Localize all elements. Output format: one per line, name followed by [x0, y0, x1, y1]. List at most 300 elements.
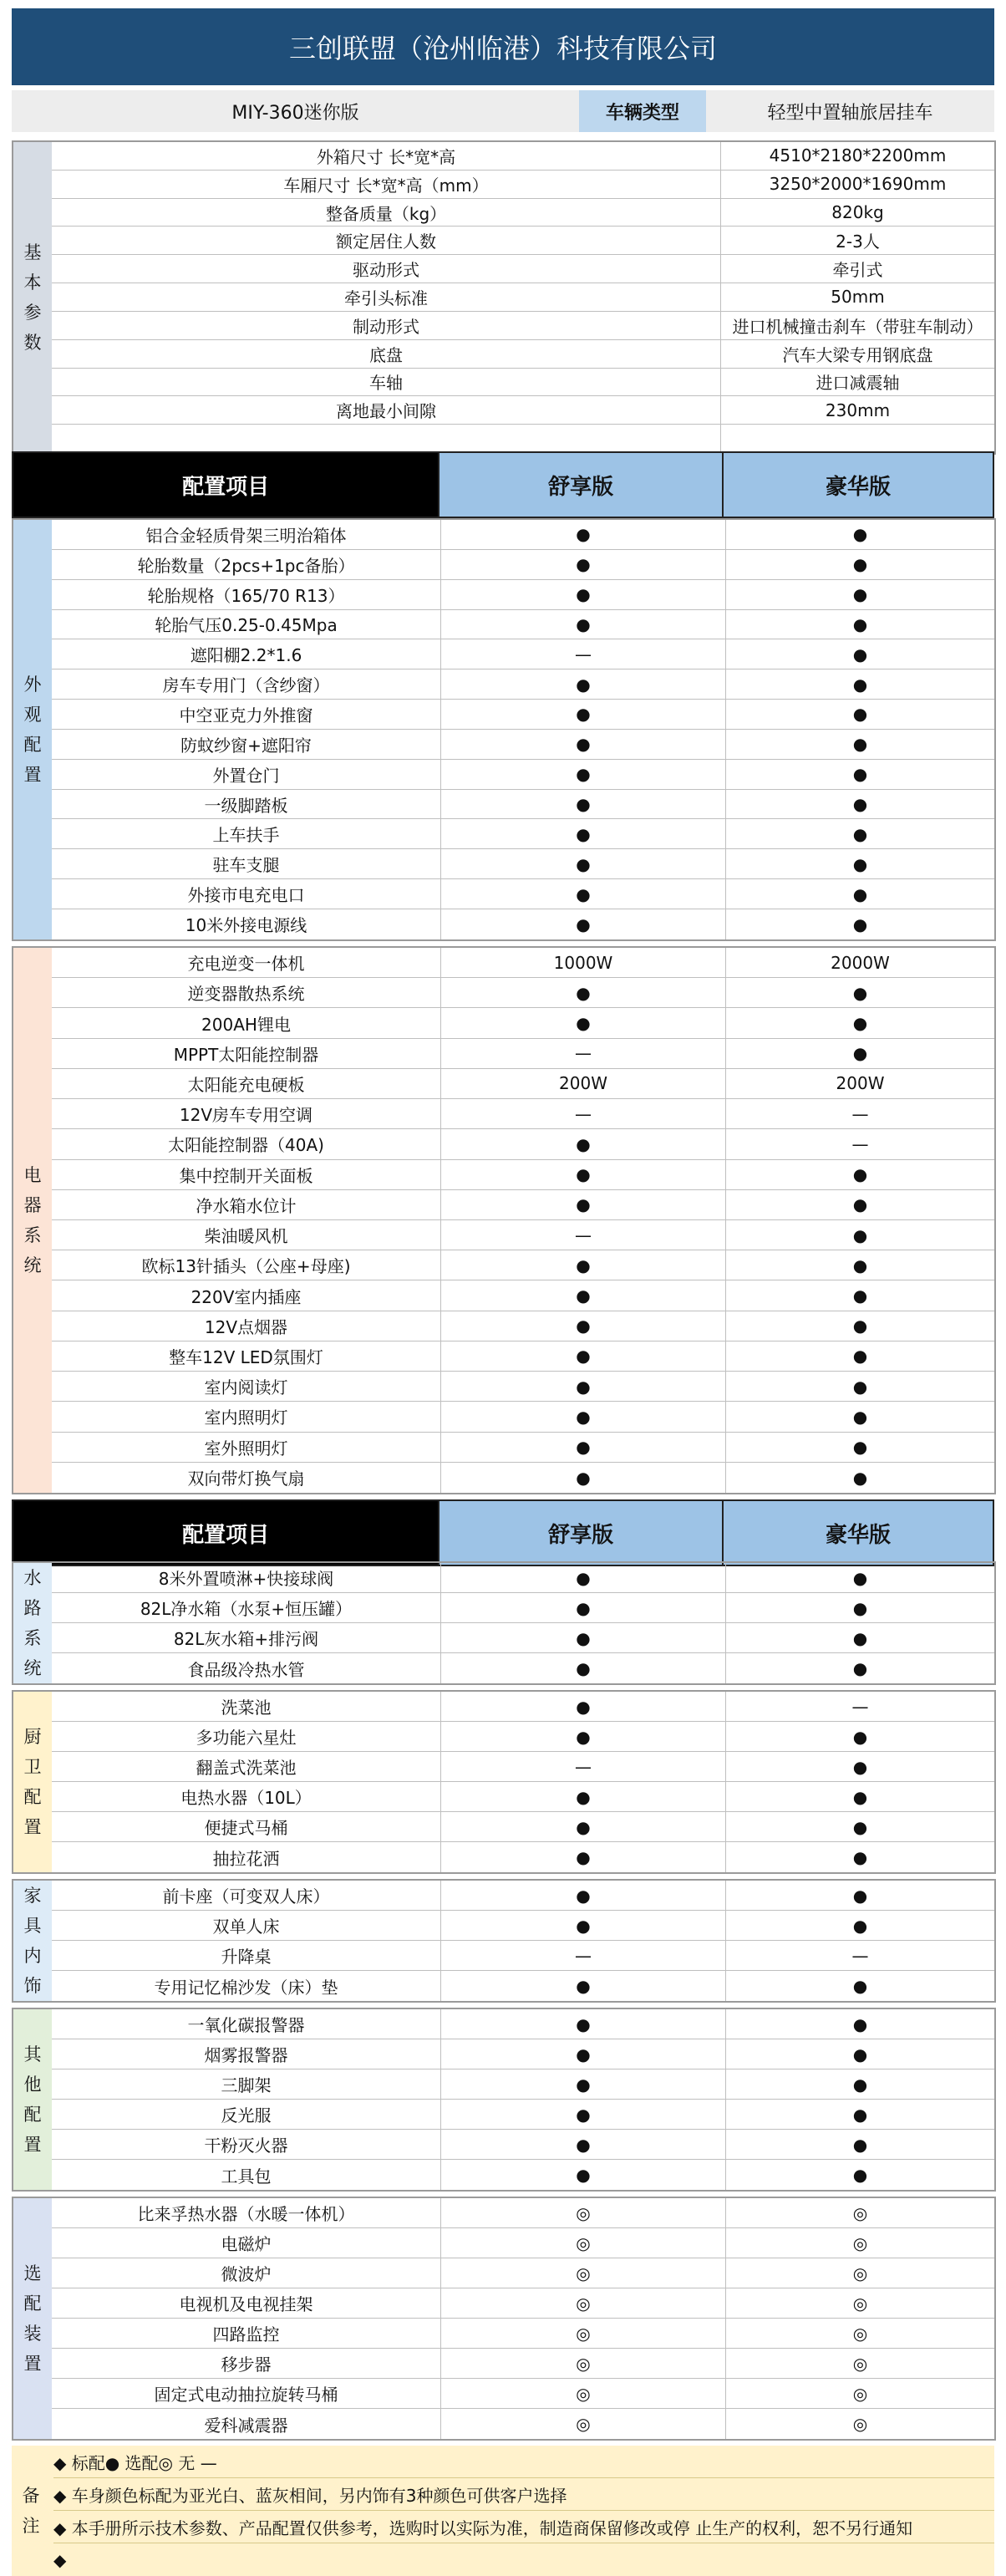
param-label: 整备质量（kg） — [52, 199, 721, 227]
feature-name: 220V室内插座 — [52, 1280, 441, 1310]
vehicle-model: MIY-360迷你版 — [12, 90, 579, 132]
luxury-value: — — [851, 1103, 869, 1124]
electrical-feature-row — [52, 948, 994, 978]
comfort-value: ◎ — [441, 2258, 726, 2288]
comfort-value: ● — [441, 790, 726, 819]
exterior-category-label — [13, 520, 52, 939]
feature-name: 铝合金轻质骨架三明治箱体 — [52, 520, 441, 549]
feature-name: 固定式电动抽拉旋转马桶 — [52, 2379, 441, 2408]
optional-feature-row — [52, 2349, 994, 2379]
other-rows — [52, 2009, 994, 2190]
feature-name: 防蚊纱窗+遮阳帘 — [52, 730, 441, 759]
luxury-value: ◎ — [852, 2263, 868, 2283]
param-label: 牵引头标准 — [52, 283, 721, 311]
furniture-section — [12, 1879, 996, 2003]
feature-name: 反光服 — [52, 2100, 441, 2129]
exterior-feature-row — [52, 580, 994, 610]
comfort-value: ● — [441, 2039, 726, 2069]
luxury-value: ● — [852, 644, 868, 664]
note-line: ◆ 本手册所示技术参数、产品配置仅供参考，选购时以实际为准，制造商保留修改或停 止生产的权利，恕不另行通知 — [53, 2511, 994, 2543]
comfort-value: ● — [441, 1692, 726, 1721]
comfort-value: ◎ — [441, 2379, 726, 2408]
feature-name: 净水箱水位计 — [52, 1190, 441, 1219]
feature-name: 太阳能控制器（40A) — [52, 1129, 441, 1158]
exterior-category-char: 观 — [23, 705, 42, 725]
optional-category-label — [13, 2198, 52, 2439]
electrical-feature-row — [52, 1099, 994, 1129]
comfort-value: ● — [441, 879, 726, 909]
furniture-category-char: 家 — [23, 1886, 42, 1906]
version-luxury-header: 豪华版 — [722, 453, 993, 517]
exterior-feature-row — [52, 879, 994, 909]
other-category-char: 置 — [23, 2135, 42, 2155]
feature-name: 烟雾报警器 — [52, 2039, 441, 2069]
basic-category-char: 基 — [23, 242, 42, 262]
luxury-value: ● — [852, 2165, 868, 2185]
feature-name: 整车12V LED氛围灯 — [52, 1341, 441, 1371]
electrical-feature-row — [52, 1190, 994, 1220]
feature-name: MPPT太阳能控制器 — [52, 1039, 441, 1068]
luxury-value: ● — [852, 853, 868, 874]
param-label: 驱动形式 — [52, 255, 721, 283]
comfort-value: ● — [441, 819, 726, 848]
feature-name: 升降桌 — [52, 1941, 441, 1970]
water-rows — [52, 1563, 994, 1683]
optional-category-char: 选 — [23, 2263, 42, 2283]
param-value: 进口减震轴 — [815, 373, 900, 394]
exterior-feature-row — [52, 849, 994, 879]
luxury-value: ● — [852, 2104, 868, 2125]
electrical-feature-row — [52, 978, 994, 1008]
feature-name: 爱科减震器 — [52, 2409, 441, 2439]
luxury-value: ● — [852, 1043, 868, 1064]
optional-feature-row — [52, 2198, 994, 2228]
kitchen-feature-row — [52, 1782, 994, 1812]
luxury-value: ● — [852, 823, 868, 844]
electrical-feature-row — [52, 1008, 994, 1038]
luxury-value: ● — [852, 1224, 868, 1245]
feature-name: 驻车支腿 — [52, 849, 441, 878]
exterior-category-char: 配 — [23, 735, 42, 755]
param-value: 820kg — [831, 202, 884, 223]
param-value: 牵引式 — [832, 260, 883, 281]
comfort-value: ● — [441, 1782, 726, 1811]
electrical-feature-row — [52, 1433, 994, 1463]
feature-name: 房车专用门（含纱窗） — [52, 669, 441, 699]
furniture-rows — [52, 1881, 994, 2001]
note-line: ◆ 车身颜色标配为亚光白、蓝灰相间，另内饰有3种颜色可供客户选择 — [53, 2478, 994, 2511]
electrical-feature-row — [52, 1311, 994, 1341]
comfort-value: ● — [441, 2100, 726, 2129]
other-feature-row — [52, 2100, 994, 2130]
luxury-value: ◎ — [852, 2232, 868, 2253]
luxury-value: ◎ — [852, 2353, 868, 2374]
furniture-feature-row — [52, 1971, 994, 2001]
param-value: 3250*2000*1690mm — [769, 174, 947, 195]
exterior-feature-row — [52, 550, 994, 580]
feature-name: 82L灰水箱+排污阀 — [52, 1623, 441, 1652]
luxury-value: ◎ — [852, 2383, 868, 2404]
feature-name: 双单人床 — [52, 1911, 441, 1940]
param-label: 底盘 — [52, 340, 721, 368]
comfort-value: — — [441, 1099, 726, 1128]
basic-category-char: 本 — [23, 272, 42, 293]
feature-name: 上车扶手 — [52, 819, 441, 848]
electrical-category-char: 电 — [23, 1165, 42, 1185]
luxury-value: ◎ — [852, 2293, 868, 2314]
param-value: 50mm — [831, 287, 885, 308]
luxury-value: ● — [852, 1915, 868, 1936]
comfort-value: ● — [441, 550, 726, 579]
luxury-value: ● — [852, 982, 868, 1003]
luxury-value: ● — [852, 1316, 868, 1336]
feature-name: 室内阅读灯 — [52, 1372, 441, 1401]
furniture-feature-row — [52, 1881, 994, 1911]
comfort-value: ● — [441, 1190, 726, 1219]
comfort-value: ◎ — [441, 2198, 726, 2227]
other-feature-row — [52, 2160, 994, 2190]
basic-param-row — [52, 255, 994, 283]
comfort-value: — — [441, 639, 726, 669]
param-label: 额定居住人数 — [52, 227, 721, 254]
comfort-value: ● — [441, 1812, 726, 1841]
comfort-value: ◎ — [441, 2319, 726, 2348]
basic-param-row — [52, 227, 994, 255]
comfort-value: ● — [441, 1722, 726, 1751]
comfort-value: ◎ — [441, 2228, 726, 2258]
luxury-value: ● — [852, 1756, 868, 1777]
luxury-value: ● — [852, 1726, 868, 1747]
electrical-feature-row — [52, 1069, 994, 1099]
electrical-feature-row — [52, 1039, 994, 1069]
feature-name: 欧标13针插头（公座+母座) — [52, 1250, 441, 1280]
param-value: 进口机械撞击刹车（带驻车制动） — [732, 316, 983, 337]
param-value: 汽车大梁专用钢底盘 — [782, 344, 933, 365]
electrical-feature-row — [52, 1463, 994, 1493]
exterior-rows — [52, 520, 994, 939]
kitchen-feature-row — [52, 1692, 994, 1722]
luxury-value: ● — [852, 584, 868, 605]
electrical-category-char: 系 — [23, 1225, 42, 1245]
exterior-feature-row — [52, 669, 994, 700]
comfort-value: ● — [441, 1250, 726, 1280]
param-value — [721, 425, 994, 453]
optional-section — [12, 2197, 996, 2441]
comfort-value: ● — [441, 1129, 726, 1158]
param-label: 外箱尺寸 长*宽*高 — [52, 142, 721, 170]
comfort-value: — — [441, 1941, 726, 1970]
feature-name: 洗菜池 — [52, 1692, 441, 1721]
luxury-value: ◎ — [852, 2202, 868, 2223]
optional-category-char: 置 — [23, 2354, 42, 2374]
comfort-value: ● — [441, 1402, 726, 1431]
exterior-feature-row — [52, 819, 994, 849]
feature-name: 电磁炉 — [52, 2228, 441, 2258]
exterior-section — [12, 518, 996, 941]
exterior-feature-row — [52, 730, 994, 760]
optional-feature-row — [52, 2288, 994, 2319]
exterior-category-char: 置 — [23, 765, 42, 785]
comfort-value: ● — [441, 669, 726, 699]
luxury-value: ◎ — [852, 2323, 868, 2344]
luxury-value: ● — [852, 2134, 868, 2155]
basic-category-char: 参 — [23, 303, 42, 323]
feature-name: 集中控制开关面板 — [52, 1160, 441, 1189]
luxury-value: — — [851, 1133, 869, 1154]
feature-name: 遮阳棚2.2*1.6 — [52, 639, 441, 669]
comfort-value: ● — [441, 1463, 726, 1493]
furniture-category-char: 内 — [23, 1946, 42, 1966]
water-feature-row — [52, 1593, 994, 1623]
electrical-feature-row — [52, 1280, 994, 1311]
vehicle-info-row — [12, 90, 994, 132]
water-category-char: 系 — [23, 1628, 42, 1648]
furniture-category-char: 具 — [23, 1916, 42, 1936]
feature-name: 12V点烟器 — [52, 1311, 441, 1341]
feature-name: 食品级冷热水管 — [52, 1653, 441, 1683]
feature-name: 四路监控 — [52, 2319, 441, 2348]
luxury-value: ● — [852, 883, 868, 904]
luxury-value: 2000W — [831, 952, 890, 973]
comfort-value: ● — [441, 1311, 726, 1341]
furniture-feature-row — [52, 1941, 994, 1971]
luxury-value: ● — [852, 704, 868, 725]
luxury-value: ● — [852, 1194, 868, 1215]
basic-param-row — [52, 425, 994, 453]
comfort-value: 200W — [441, 1069, 726, 1098]
comfort-value: ◎ — [441, 2409, 726, 2439]
feature-name: 8米外置喷淋+快接球阀 — [52, 1563, 441, 1592]
feature-name: 抽拉花洒 — [52, 1842, 441, 1872]
basic-params-section — [12, 140, 996, 455]
luxury-value: ● — [852, 1467, 868, 1488]
comfort-value: ● — [441, 2069, 726, 2099]
feature-name: 外置仓门 — [52, 760, 441, 789]
luxury-value: ◎ — [852, 2414, 868, 2434]
water-feature-row — [52, 1623, 994, 1653]
comfort-value: ● — [441, 1433, 726, 1462]
param-value: 2-3人 — [836, 232, 880, 252]
param-label: 车轴 — [52, 369, 721, 396]
comfort-value: — — [441, 1039, 726, 1068]
company-title: 三创联盟（沧州临港）科技有限公司 — [12, 8, 994, 85]
feature-name: 双向带灯换气扇 — [52, 1463, 441, 1493]
electrical-section — [12, 946, 996, 1494]
config-item-header: 配置项目 — [13, 453, 438, 517]
comfort-value: ◎ — [441, 2349, 726, 2378]
water-section — [12, 1561, 996, 1685]
luxury-value: — — [851, 1945, 869, 1966]
kitchen-category-char: 卫 — [23, 1757, 42, 1777]
luxury-value: ● — [852, 674, 868, 695]
electrical-rows — [52, 948, 994, 1493]
comfort-value: ● — [441, 2130, 726, 2159]
param-label: 车厢尺寸 长*宽*高（mm） — [52, 171, 721, 198]
exterior-feature-row — [52, 610, 994, 640]
basic-param-row — [52, 396, 994, 425]
exterior-feature-row — [52, 790, 994, 820]
basic-param-row — [52, 340, 994, 369]
feature-name: 外接市电充电口 — [52, 879, 441, 909]
luxury-value: ● — [852, 1437, 868, 1458]
luxury-value: ● — [852, 613, 868, 634]
comfort-value: ● — [441, 1341, 726, 1371]
optional-feature-row — [52, 2409, 994, 2439]
luxury-value: ● — [852, 1627, 868, 1648]
furniture-category-label — [13, 1881, 52, 2001]
luxury-value: ● — [852, 1406, 868, 1427]
vehicle-type-label: 车辆类型 — [579, 90, 706, 132]
comfort-value: ● — [441, 2160, 726, 2190]
water-category-char: 水 — [23, 1568, 42, 1588]
optional-feature-row — [52, 2379, 994, 2409]
electrical-feature-row — [52, 1220, 994, 1250]
exterior-category-char: 外 — [23, 675, 42, 695]
feature-name: 电热水器（10L） — [52, 1782, 441, 1811]
comfort-value: ● — [441, 520, 726, 549]
param-label: 离地最小间隙 — [52, 396, 721, 424]
comfort-value: ● — [441, 1911, 726, 1940]
kitchen-category-label — [13, 1692, 52, 1872]
water-feature-row — [52, 1653, 994, 1683]
electrical-category-char: 统 — [23, 1255, 42, 1275]
comfort-value: ● — [441, 1842, 726, 1872]
feature-name: 便捷式马桶 — [52, 1812, 441, 1841]
feature-name: 200AH锂电 — [52, 1008, 441, 1037]
basic-param-row — [52, 171, 994, 199]
feature-name: 轮胎数量（2pcs+1pc备胎） — [52, 550, 441, 579]
feature-name: 一氧化碳报警器 — [52, 2009, 441, 2039]
comfort-value: — — [441, 1220, 726, 1250]
other-category-char: 其 — [23, 2044, 42, 2064]
config-header-2 — [12, 1499, 994, 1566]
other-category-char: 配 — [23, 2105, 42, 2125]
feature-name: 前卡座（可变双人床） — [52, 1881, 441, 1910]
exterior-feature-row — [52, 760, 994, 790]
luxury-value: ● — [852, 524, 868, 545]
feature-name: 轮胎规格（165/70 R13） — [52, 580, 441, 609]
optional-feature-row — [52, 2228, 994, 2258]
luxury-value: ● — [852, 1816, 868, 1837]
comfort-value: ● — [441, 1372, 726, 1401]
luxury-value: ● — [852, 1376, 868, 1397]
luxury-value: ● — [852, 1885, 868, 1906]
feature-name: 10米外接电源线 — [52, 909, 441, 939]
electrical-feature-row — [52, 1250, 994, 1280]
furniture-feature-row — [52, 1911, 994, 1941]
kitchen-feature-row — [52, 1752, 994, 1782]
other-feature-row — [52, 2009, 994, 2039]
feature-name: 轮胎气压0.25-0.45Mpa — [52, 610, 441, 639]
water-category-label — [13, 1563, 52, 1683]
notes-category-char: 备 — [22, 2486, 40, 2506]
luxury-value: ● — [852, 1658, 868, 1678]
optional-category-char: 配 — [23, 2293, 42, 2314]
kitchen-category-char: 厨 — [23, 1727, 42, 1747]
feature-name: 微波炉 — [52, 2258, 441, 2288]
version-comfort-header: 舒享版 — [438, 453, 722, 517]
electrical-feature-row — [52, 1129, 994, 1159]
comfort-value: ● — [441, 730, 726, 759]
luxury-value: ● — [852, 1597, 868, 1618]
kitchen-feature-row — [52, 1812, 994, 1842]
other-category-char: 他 — [23, 2075, 42, 2095]
kitchen-feature-row — [52, 1722, 994, 1752]
luxury-value: ● — [852, 1255, 868, 1275]
feature-name: 82L净水箱（水泵+恒压罐） — [52, 1593, 441, 1622]
luxury-value: ● — [852, 2074, 868, 2095]
basic-category-char: 数 — [23, 333, 42, 353]
comfort-value: ● — [441, 978, 726, 1007]
basic-param-row — [52, 369, 994, 397]
kitchen-category-char: 置 — [23, 1817, 42, 1837]
param-label: 制动形式 — [52, 312, 721, 339]
comfort-value: ● — [441, 580, 726, 609]
feature-name: 多功能六星灶 — [52, 1722, 441, 1751]
luxury-value: ● — [852, 1346, 868, 1367]
comfort-value: ◎ — [441, 2288, 726, 2318]
comfort-value: ● — [441, 610, 726, 639]
luxury-value: ● — [852, 734, 868, 755]
electrical-feature-row — [52, 1402, 994, 1432]
luxury-value: ● — [852, 1285, 868, 1306]
config-header-1 — [12, 451, 994, 518]
electrical-category-char: 器 — [23, 1195, 42, 1215]
luxury-value: ● — [852, 794, 868, 815]
feature-name: 专用记忆棉沙发（床）垫 — [52, 1971, 441, 2001]
other-feature-row — [52, 2069, 994, 2100]
comfort-value: ● — [441, 1653, 726, 1683]
feature-name: 12V房车专用空调 — [52, 1099, 441, 1128]
luxury-value: ● — [852, 1567, 868, 1588]
luxury-value: ● — [852, 1013, 868, 1034]
comfort-value: ● — [441, 1593, 726, 1622]
feature-name: 移步器 — [52, 2349, 441, 2378]
luxury-value: ● — [852, 764, 868, 785]
basic-param-row — [52, 199, 994, 227]
furniture-category-char: 饰 — [23, 1976, 42, 1996]
luxury-value: ● — [852, 1976, 868, 1996]
comfort-value: ● — [441, 700, 726, 729]
feature-name: 充电逆变一体机 — [52, 948, 441, 977]
luxury-value: ● — [852, 1164, 868, 1185]
feature-name: 比来孚热水器（水暖一体机） — [52, 2198, 441, 2227]
version-comfort-header-2: 舒享版 — [438, 1501, 722, 1565]
optional-feature-row — [52, 2319, 994, 2349]
feature-name: 翻盖式洗菜池 — [52, 1752, 441, 1781]
electrical-feature-row — [52, 1160, 994, 1190]
luxury-value: ● — [852, 1786, 868, 1807]
kitchen-feature-row — [52, 1842, 994, 1872]
config-item-header-2: 配置项目 — [13, 1501, 438, 1565]
exterior-feature-row — [52, 639, 994, 669]
other-feature-row — [52, 2130, 994, 2160]
luxury-value: — — [851, 1696, 869, 1717]
feature-name: 中空亚克力外推窗 — [52, 700, 441, 729]
feature-name: 工具包 — [52, 2160, 441, 2190]
basic-param-row — [52, 142, 994, 171]
notes-category-label — [12, 2446, 50, 2576]
comfort-value: 1000W — [441, 948, 726, 977]
optional-rows — [52, 2198, 994, 2439]
luxury-value: 200W — [836, 1073, 885, 1094]
feature-name: 干粉灭火器 — [52, 2130, 441, 2159]
exterior-feature-row — [52, 909, 994, 939]
luxury-value: ● — [852, 1847, 868, 1867]
feature-name: 室内照明灯 — [52, 1402, 441, 1431]
basic-rows — [52, 142, 994, 453]
electrical-feature-row — [52, 1372, 994, 1402]
